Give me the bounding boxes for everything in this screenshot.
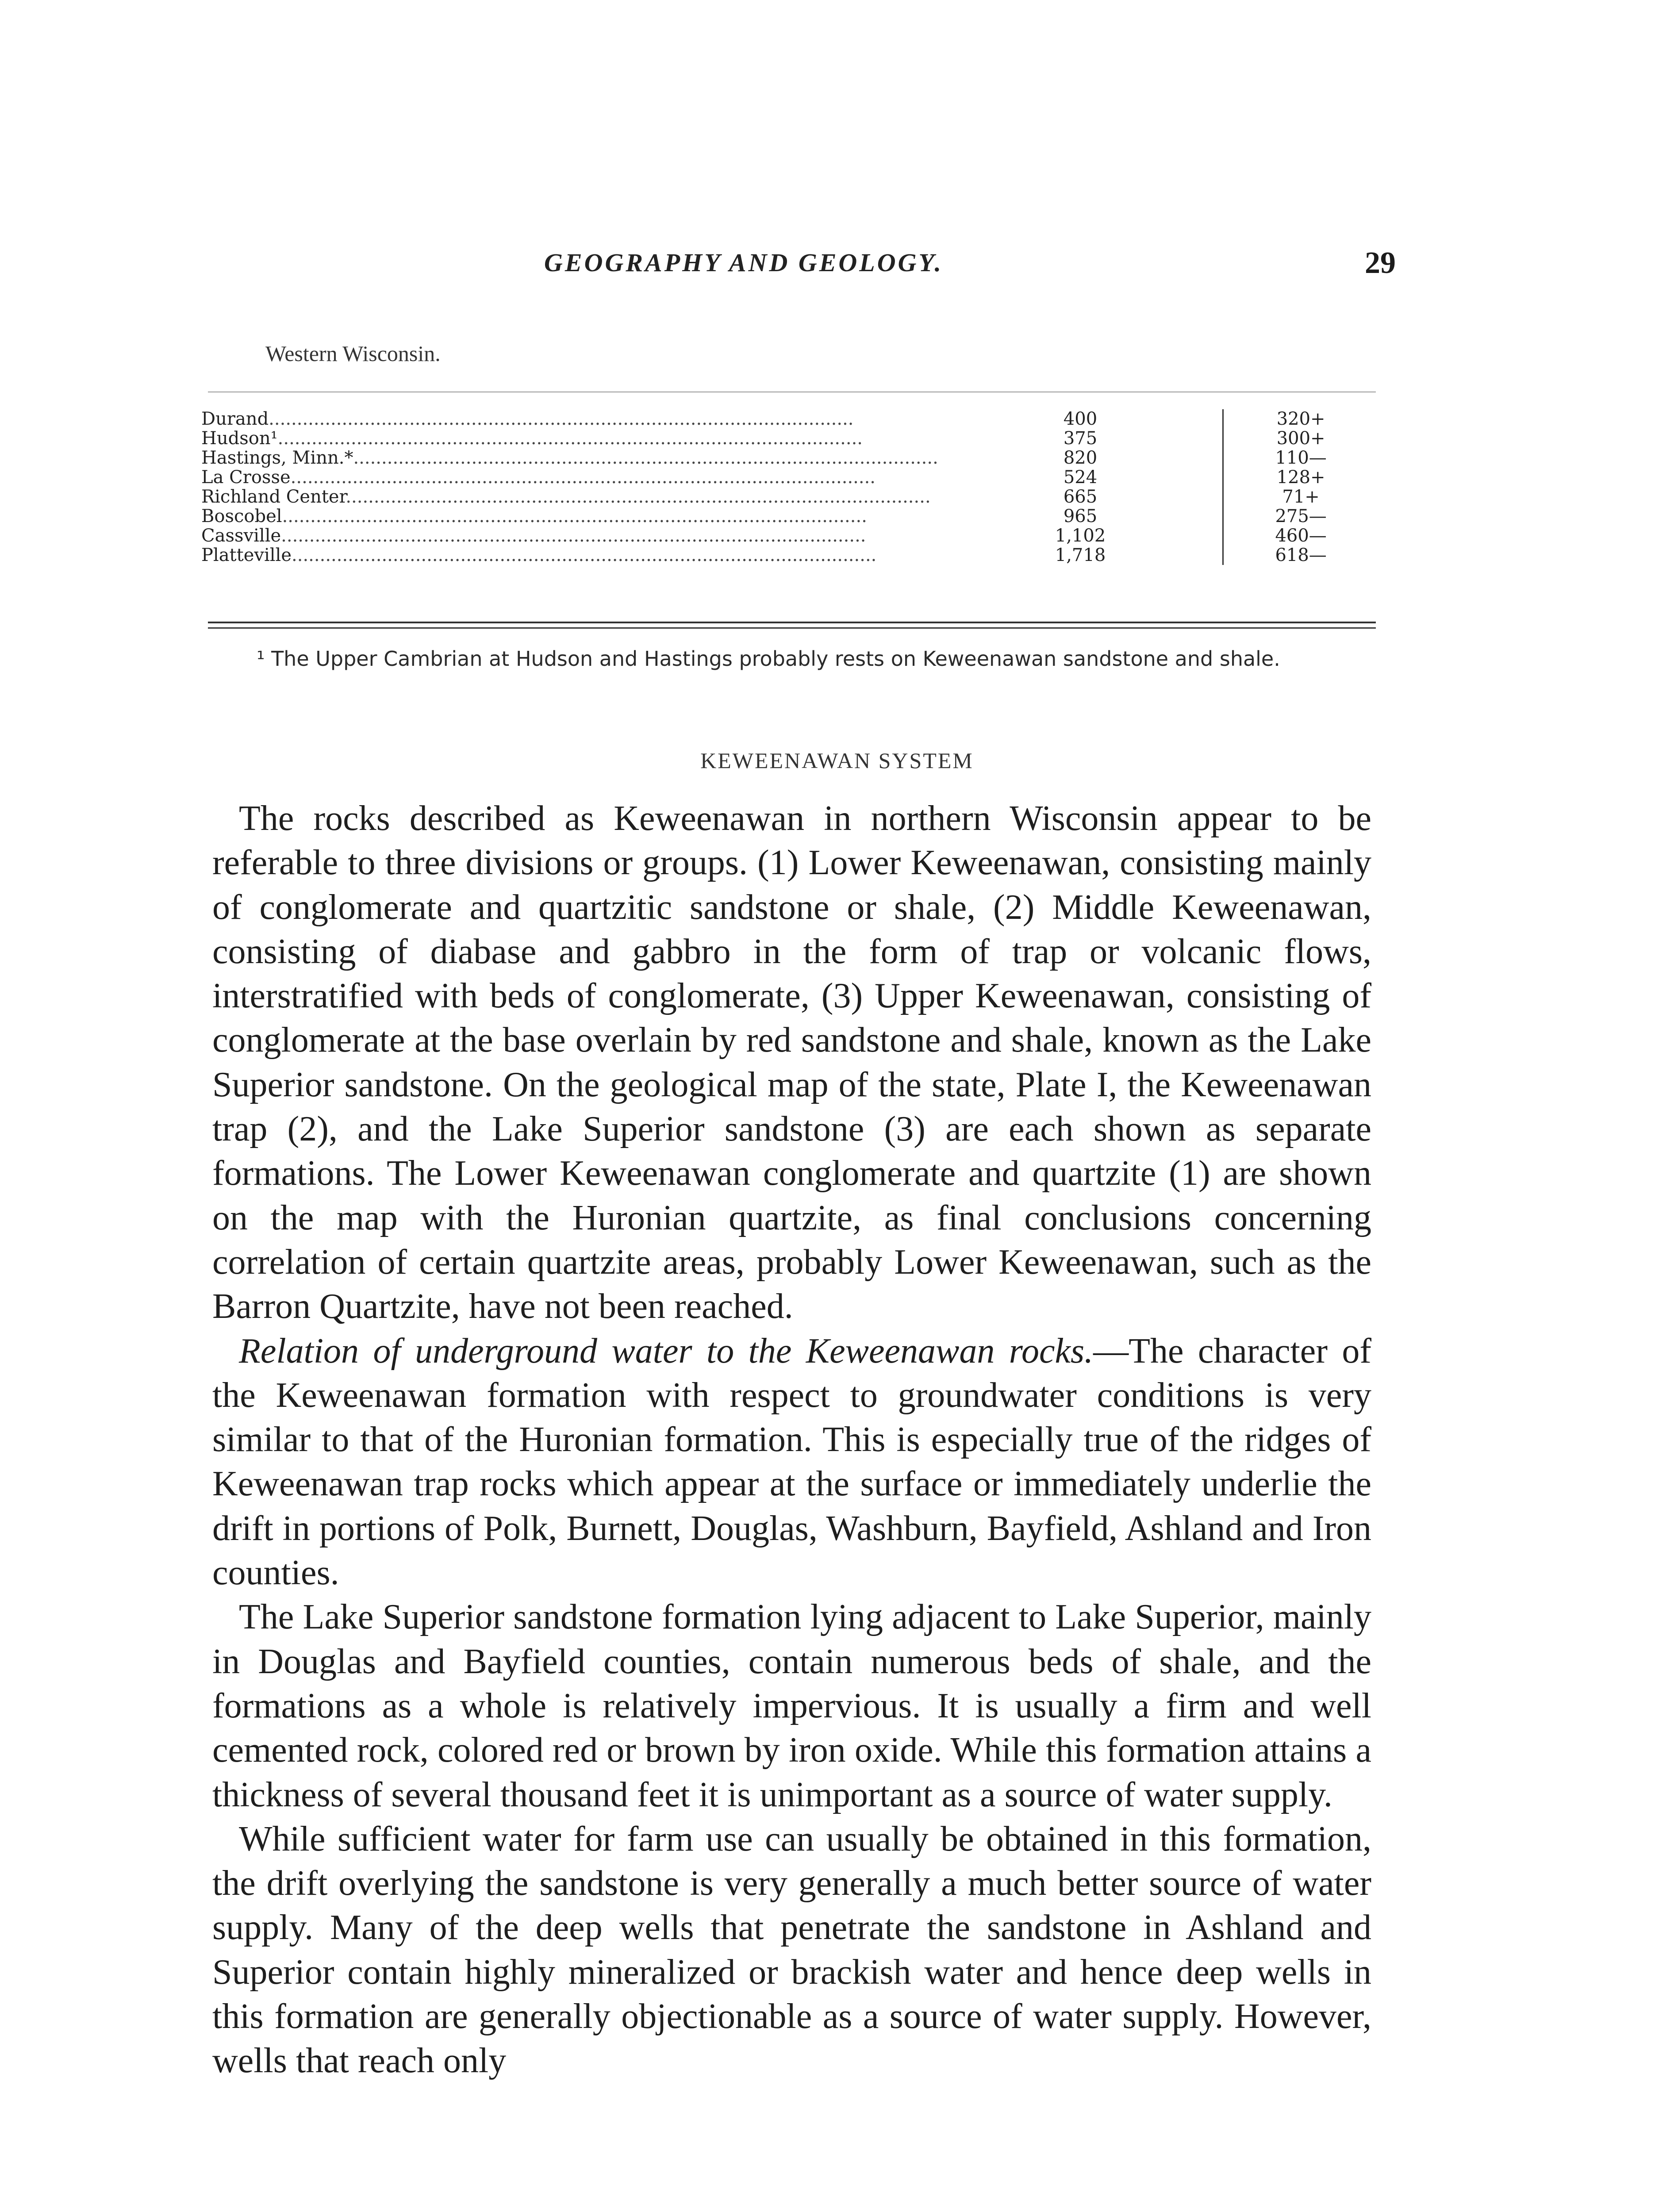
place-name: Platteville	[201, 545, 292, 565]
place-name: Cassville	[201, 526, 281, 545]
difference-cell: 320+	[1276, 409, 1325, 429]
place-name: Hastings, Minn.*	[201, 448, 353, 468]
table-row: La Crosse........................................................................................................ 524 128+	[201, 468, 1378, 487]
paragraph-run-in-heading: Relation of underground water to the Keweenawan rocks.	[239, 1331, 1094, 1371]
elevation-cell: 1,718	[938, 545, 1223, 565]
table-bottom-rule	[208, 622, 1376, 623]
difference-cell: 460—	[1275, 526, 1327, 546]
running-header: GEOGRAPHY AND GEOLOGY.	[544, 248, 944, 277]
difference-cell: 300+	[1276, 428, 1325, 449]
difference-cell: 71+	[1282, 487, 1320, 507]
elevation-cell: 820	[938, 448, 1223, 468]
paragraph: While sufficient water for farm use can usually be obtained in this formation, the drift overlying the sandstone is very generally a much better source of water supply. Many of the deep wells that penetrate the sandstone in Ashland and Superior contain highly mineralized or brackish water and hence deep wells in this formation are generally objectionable as a source of water supply. However, wells that reach only	[212, 1819, 1371, 2081]
paragraph: The Lake Superior sandstone formation lying adjacent to Lake Superior, mainly in Douglas and Bayfield counties, contain numerous beds of shale, and the formations as a whole is relatively impervious. It is usually a firm and well cemented rock, colored red or brown by iron oxide. While this formation attains a thickness of several thousand feet it is unimportant as a source of water supply.	[212, 1598, 1371, 1814]
place-name: Hudson¹	[201, 429, 278, 448]
elevation-cell: 965	[938, 507, 1223, 526]
difference-cell: 618—	[1275, 545, 1327, 565]
table-row: Cassville........................................................................................................ 1,102 460—	[201, 526, 1378, 545]
section-heading: KEWEENAWAN SYSTEM	[700, 748, 974, 773]
region-label: Western Wisconsin.	[265, 341, 441, 366]
table-bottom-rule-double	[208, 627, 1376, 629]
page-number: 29	[1365, 246, 1396, 280]
difference-cell: 110—	[1275, 448, 1327, 468]
body-text	[212, 796, 1371, 2083]
place-name: La Crosse	[201, 468, 291, 487]
table-row: Durand........................................................................................................ 400 320+	[201, 409, 1378, 429]
place-name: Durand	[201, 409, 269, 429]
table-row: Hastings, Minn.*........................................................................................................ 820 110—	[201, 448, 1378, 468]
elevation-cell: 375	[938, 429, 1223, 448]
paragraph	[212, 1329, 1371, 1595]
table-row: Richland Center........................................................................................................ 665 71+	[201, 487, 1378, 507]
elevation-cell: 1,102	[938, 526, 1223, 545]
paragraph: The rocks described as Keweenawan in northern Wisconsin appear to be referable to three divisions or groups. (1) Lower Keweenawan, consisting mainly of conglomerate and quartzitic sandstone or shale, (2) Middle Keweenawan, consisting of diabase and gabbro in the form of trap or volcanic flows, interstratified with beds of conglomerate, (3) Upper Keweenawan, consisting of conglomerate at the base overlain by red sandstone and shale, known as the Lake Superior sandstone. On the geological map of the state, Plate I, the Keweenawan trap (2), and the Lake Superior sandstone (3) are each shown as separate formations. The Lower Keweenawan conglomerate and quartzite (1) are shown on the map with the Huronian quartzite, as final conclusions concerning correlation of certain quartzite areas, probably Lower Keweenawan, such as the Barron Quartzite, have not been reached.	[212, 799, 1371, 1326]
difference-cell: 128+	[1276, 467, 1325, 488]
elevation-cell: 524	[938, 468, 1223, 487]
elevation-cell: 665	[938, 487, 1223, 507]
paragraph-text: —The character of the Keweenawan formation with respect to groundwater conditions is very similar to that of the Huronian formation. This is especially true of the ridges of Keweenawan trap rocks which appear at the surface or immediately underlie the drift in portions of Polk, Burnett, Douglas, Washburn, Bayfield, Ashland and Iron counties.	[212, 1331, 1372, 1593]
elevation-table	[201, 409, 1378, 565]
place-name: Boscobel	[201, 507, 282, 526]
footnote: ¹ The Upper Cambrian at Hudson and Hastings probably rests on Keweenawan sandstone and shale.	[257, 647, 1280, 671]
difference-cell: 275—	[1275, 506, 1327, 526]
table-row: Boscobel........................................................................................................ 965 275—	[201, 507, 1378, 526]
place-name: Richland Center	[201, 487, 346, 507]
table-row: Hudson¹........................................................................................................ 375 300+	[201, 429, 1378, 448]
table-row: Platteville........................................................................................................ 1,718 618—	[201, 545, 1378, 565]
elevation-cell: 400	[938, 409, 1223, 429]
